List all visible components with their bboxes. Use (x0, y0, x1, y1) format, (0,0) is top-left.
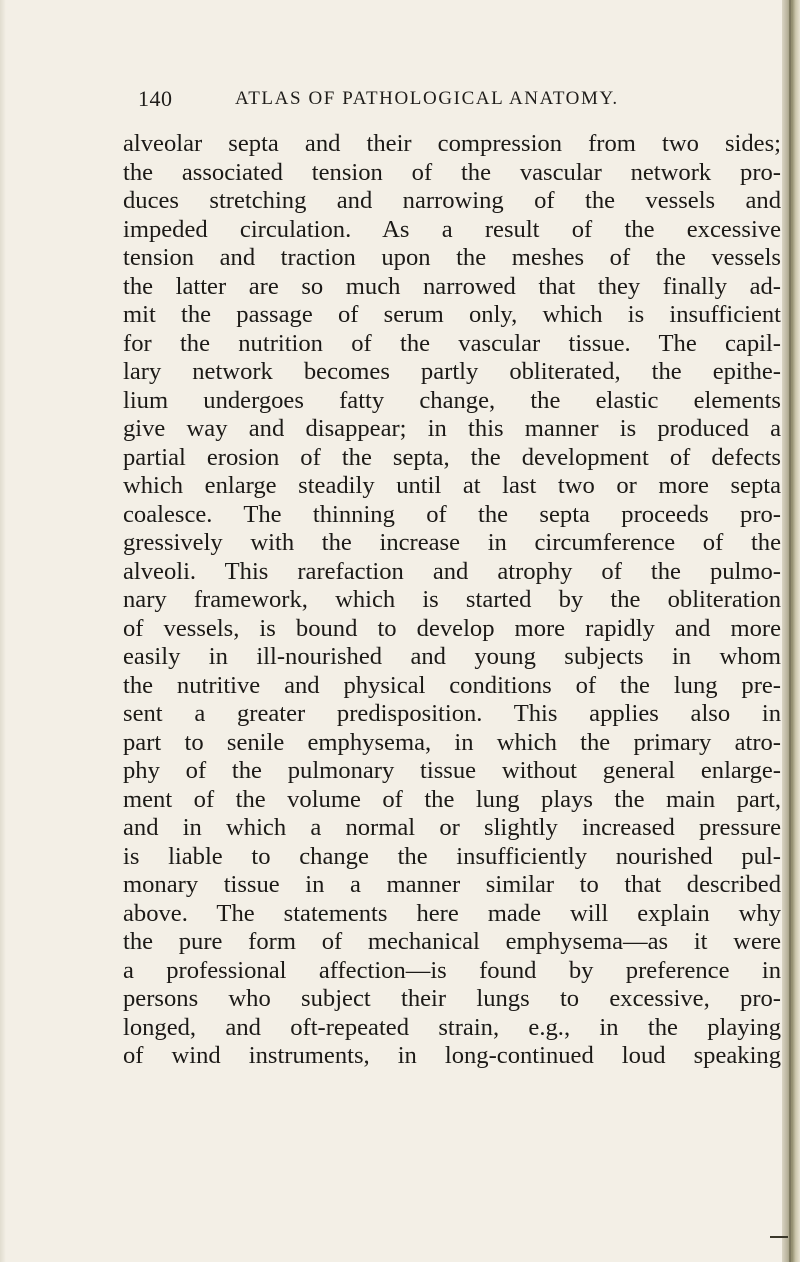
body-text (123, 130, 781, 1071)
text-line: is liable to change the insufficiently nourished pul- (123, 842, 781, 870)
text-line: coalesce. The thinning of the septa proceeds pro- (123, 500, 781, 528)
text-line: and in which a normal or slightly increased pressure (123, 814, 781, 841)
text-line: for the nutrition of the vascular tissue. The capil- (123, 329, 781, 357)
text-line: alveolar septa and their compression from two sides; (123, 130, 781, 157)
text-line: longed, and oft-repeated strain, e.g., in the playing (123, 1013, 781, 1041)
spine-mark (770, 1236, 788, 1238)
text-line: phy of the pulmonary tissue without general enlarge- (123, 757, 781, 784)
text-line: of vessels, is bound to develop more rapidly and more (123, 614, 781, 642)
text-line: persons who subject their lungs to excessive, pro- (123, 985, 781, 1012)
text-line: lary network becomes partly obliterated, the epithe- (123, 358, 781, 385)
text-line: of wind instruments, in long-continued loud speaking (123, 1042, 781, 1069)
page-left-edge (0, 0, 6, 1262)
running-head (138, 86, 738, 114)
text-line: which enlarge steadily until at last two or more septa (123, 472, 781, 499)
text-line: part to senile emphysema, in which the primary atro- (123, 728, 781, 756)
text-line: the associated tension of the vascular network pro- (123, 158, 781, 186)
text-line: partial erosion of the septa, the development of defects (123, 443, 781, 471)
text-line: nary framework, which is started by the obliteration (123, 586, 781, 613)
text-line: easily in ill-nourished and young subjects in whom (123, 643, 781, 670)
page-number: 140 (138, 86, 173, 111)
text-line: ment of the volume of the lung plays the main part, (123, 785, 781, 813)
text-line: the latter are so much narrowed that they finally ad- (123, 272, 781, 300)
text-line: give way and disappear; in this manner is produced a (123, 415, 781, 442)
text-line: the pure form of mechanical emphysema—as it were (123, 928, 781, 955)
text-line: the nutritive and physical conditions of the lung pre- (123, 671, 781, 699)
text-line: mit the passage of serum only, which is insufficient (123, 301, 781, 328)
text-line: impeded circulation. As a result of the excessive (123, 215, 781, 243)
text-line: alveoli. This rarefaction and atrophy of the pulmo- (123, 557, 781, 585)
text-line: gressively with the increase in circumference of the (123, 529, 781, 556)
text-line: above. The statements here made will explain why (123, 899, 781, 927)
text-line: sent a greater predisposition. This applies also in (123, 700, 781, 727)
text-line: monary tissue in a manner similar to that described (123, 871, 781, 898)
text-line: tension and traction upon the meshes of the vessels (123, 244, 781, 271)
text-line: duces stretching and narrowing of the vessels and (123, 187, 781, 214)
book-spine-gutter (782, 0, 800, 1262)
running-title: ATLAS OF PATHOLOGICAL ANATOMY. (235, 88, 619, 109)
text-line: a professional affection—is found by preference in (123, 956, 781, 984)
text-line: lium undergoes fatty change, the elastic elements (123, 386, 781, 414)
